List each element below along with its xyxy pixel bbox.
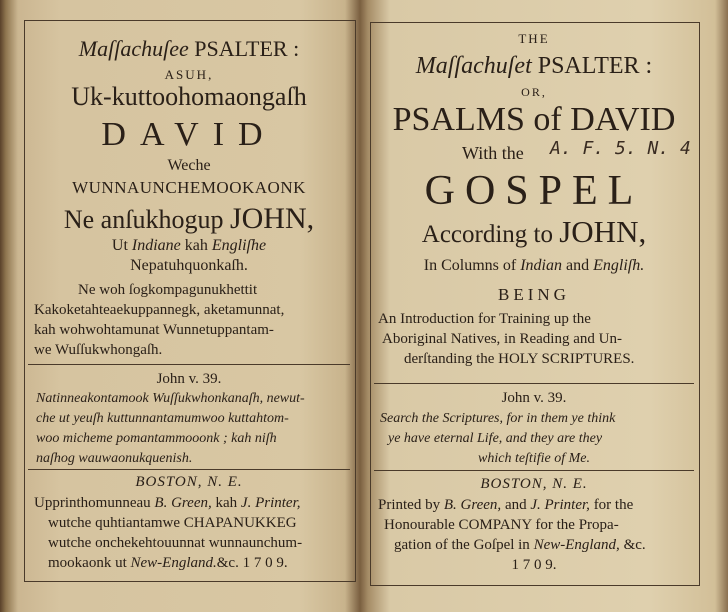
right-title xyxy=(370,54,698,78)
left-divider xyxy=(28,364,350,365)
right-imprint-line: 1 7 0 9. xyxy=(511,557,557,573)
left-weche: Weche xyxy=(167,157,211,174)
right-according-line xyxy=(370,216,698,247)
left-para-line: kah wohwohtamunat Wunnetuppantam- xyxy=(34,322,274,338)
left-para-line: Ne woh ſogkompagunukhettit xyxy=(78,282,258,298)
right-divider xyxy=(374,470,694,471)
left-title-caps: PSALTER : xyxy=(194,36,300,61)
left-asuh: ASUH, xyxy=(164,67,214,82)
left-place: BOSTON, N. E. xyxy=(135,474,243,490)
left-verse-line: woo micheme pomantammooonk ; kah niſh xyxy=(36,431,277,446)
left-imprint-line: Upprinthomunneau B. Green, kah J. Printer, xyxy=(34,495,301,511)
right-intro-line: derſtanding the HOLY SCRIPTURES. xyxy=(404,351,635,367)
right-title-caps: PSALTER : xyxy=(537,53,653,79)
left-page xyxy=(0,0,360,612)
left-verse-line: che ut yeuſh kuttunnantamumwoo kuttahtom- xyxy=(36,411,289,426)
right-page xyxy=(362,0,728,612)
left-ref: John v. 39. xyxy=(156,371,222,387)
right-psalms: PSALMS of DAVID xyxy=(392,101,676,138)
left-wunnaun: WUNNAUNCHEMOOKAONK xyxy=(72,178,306,197)
left-verse-line: Natinneakontamook Wuſſukwhonkanaſh, newut- xyxy=(36,391,305,406)
left-ne-ansukhogup: Ne anſukhogup xyxy=(63,205,224,234)
right-intro-line: Aboriginal Natives, in Reading and Un- xyxy=(382,331,622,347)
left-john: JOHN, xyxy=(229,202,315,235)
left-divider xyxy=(28,469,350,470)
left-para-line: Kakoketahteaekuppannegk, aketamunnat, xyxy=(34,302,285,318)
right-imprint-line: gation of the Goſpel in New-England, &c. xyxy=(394,537,646,553)
left-title-script: Maſſachuſee xyxy=(78,36,189,61)
right-or: OR, xyxy=(521,85,547,99)
left-title xyxy=(24,38,354,60)
right-place: BOSTON, N. E. xyxy=(480,476,588,492)
right-imprint-line: Honourable COMPANY for the Propa- xyxy=(384,517,619,533)
left-verse-line: naſhog wauwaonukquenish. xyxy=(36,451,193,466)
right-verse-line: Search the Scriptures, for in them ye think xyxy=(380,411,616,426)
right-according: According to xyxy=(421,221,553,248)
right-ref: John v. 39. xyxy=(501,390,567,406)
right-handwriting: A. F. 5. N. 4 xyxy=(550,138,691,159)
left-ne-line xyxy=(24,204,354,234)
right-the: THE xyxy=(518,31,550,46)
right-columns: In Columns of Indian and Engliſh. xyxy=(423,257,645,274)
right-john: JOHN, xyxy=(559,214,647,249)
left-para-line: we Wuſſukwhongaſh. xyxy=(34,342,163,358)
right-verse-line: which teſtifie of Me. xyxy=(478,451,590,466)
right-title-script: Maſſachuſet xyxy=(415,53,532,79)
right-gospel: GOSPEL xyxy=(424,168,644,214)
right-intro-line: An Introduction for Training up the xyxy=(378,311,591,327)
right-divider xyxy=(374,383,694,384)
left-david: DAVID xyxy=(101,116,277,153)
right-being: BEING xyxy=(498,285,570,304)
right-imprint-line: Printed by B. Green, and J. Printer, for the xyxy=(378,497,634,513)
right-with-the: With the xyxy=(462,143,524,163)
left-imprint-line: mookaonk ut New-England.&c. 1 7 0 9. xyxy=(48,555,288,571)
left-uk-line: Uk-kuttoohomaongaſh xyxy=(71,82,307,111)
right-verse-line: ye have eternal Life, and they are they xyxy=(388,431,603,446)
left-ut-line: Ut Indiane kah Engliſhe xyxy=(111,237,267,254)
left-imprint-line: wutche quhtiantamwe CHAPANUKKEG xyxy=(48,515,297,531)
left-nepatuh: Nepatuhquonkaſh. xyxy=(130,257,248,274)
left-imprint-line: wutche onchekehtouunnat wunnaunchum- xyxy=(48,535,303,551)
